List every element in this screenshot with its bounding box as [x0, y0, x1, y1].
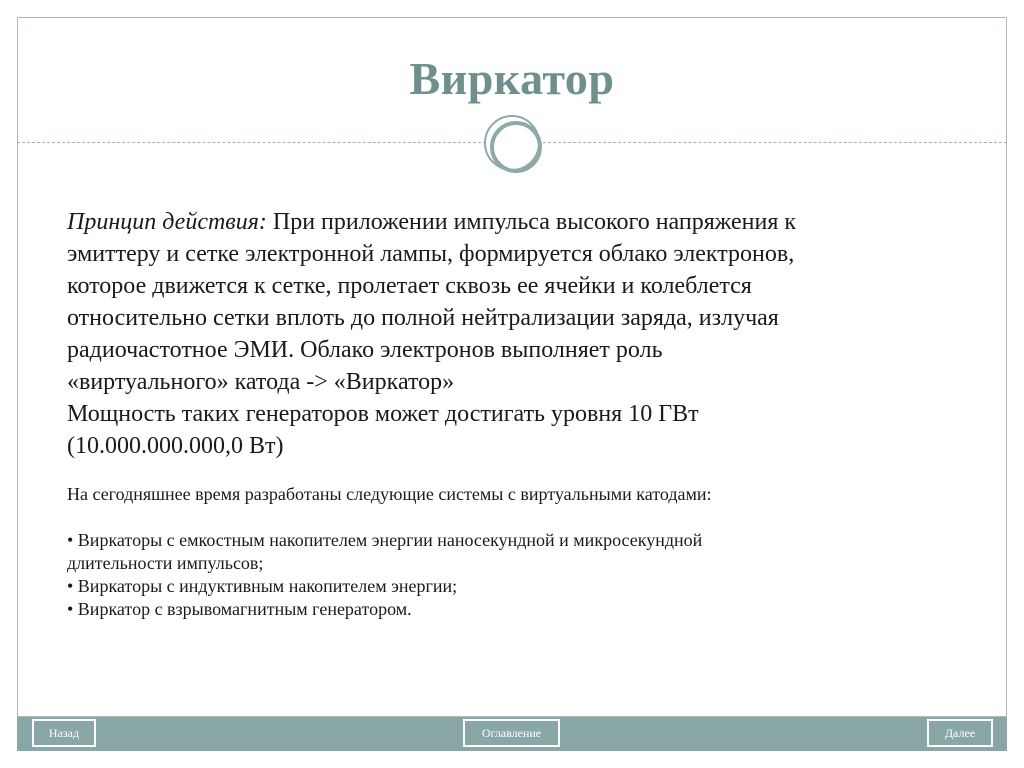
- bullet-item: • Виркаторы с индуктивным накопителем энергии;: [67, 576, 458, 596]
- circle-ornament-icon: [484, 115, 540, 171]
- power-line: Мощность таких генераторов может достигать уровня 10 ГВт: [67, 401, 699, 427]
- principle-lead: Принцип действия:: [67, 209, 267, 235]
- bullet-item-continuation: длительности импульсов;: [67, 553, 264, 573]
- paragraph-line: При приложении импульса высокого напряжения к: [266, 209, 797, 235]
- paragraph-line: которое движется к сетке, пролетает сквозь ее ячейки и колеблется: [67, 273, 752, 299]
- contents-button[interactable]: Оглавление: [463, 719, 560, 747]
- paragraph-line: относительно сетки вплоть до полной нейтрализации заряда, излучая: [67, 305, 779, 331]
- bullet-item: • Виркаторы с емкостным накопителем энергии наносекундной и микросекундной: [67, 530, 703, 550]
- slide-title: Виркатор: [409, 53, 615, 104]
- back-button[interactable]: Назад: [32, 719, 96, 747]
- spacer: [67, 506, 967, 529]
- bullet-item: • Виркатор с взрывомагнитным генератором.: [67, 599, 412, 619]
- systems-intro: На сегодняшнее время разработаны следующие системы с виртуальными катодами:: [67, 484, 712, 504]
- systems-section: [67, 483, 967, 621]
- principle-paragraph: [67, 206, 967, 462]
- paragraph-line: «виртуального» катода -> «Виркатор»: [67, 369, 455, 395]
- next-button[interactable]: Далее: [927, 719, 993, 747]
- paragraph-line: радиочастотное ЭМИ. Облако электронов выполняет роль: [67, 337, 663, 363]
- paragraph-line: эмиттеру и сетке электронной лампы, формируется облако электронов,: [67, 241, 795, 267]
- power-value-line: (10.000.000.000,0 Вт): [67, 433, 284, 459]
